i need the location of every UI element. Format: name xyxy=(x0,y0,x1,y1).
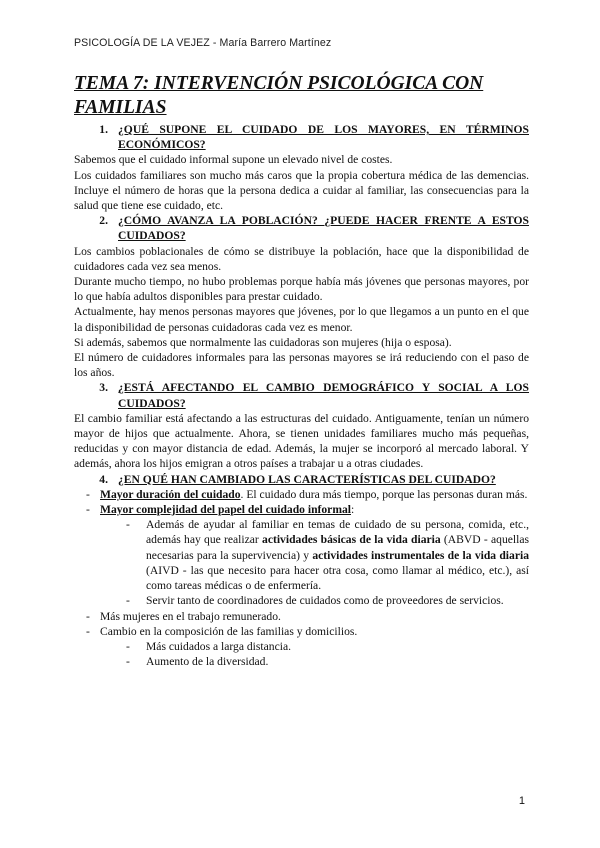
list-item-text: Servir tanto de coordinadores de cuidados como de proveedores de servicios. xyxy=(146,594,504,608)
section-heading-1 xyxy=(74,122,529,152)
sub-list-item xyxy=(122,639,529,654)
section-title: ¿CÓMO AVANZA LA POBLACIÓN? ¿PUEDE HACER FRENTE A ESTOS CUIDADOS? xyxy=(118,214,529,243)
section-heading-3 xyxy=(74,380,529,410)
document-body xyxy=(74,122,529,669)
paragraph: Actualmente, hay menos personas mayores que jóvenes, por lo que llegamos a un punto en el que la disponibilidad de personas cuidadoras cada vez es menor. xyxy=(74,305,529,334)
list-dash: - xyxy=(86,503,90,517)
page-number: 1 xyxy=(518,795,525,807)
list-item-text: (ABVD - aquellas necesarias para la supervivencia) y xyxy=(146,533,529,562)
paragraph: El cambio familiar está afectando a las estructuras del cuidado. Antiguamente, tenían un número mayor de hijos que actualmente. Ahora, se tienen unidades familiares mucho más pequeñas, reducidas y con mayor distancia de edad. Además, la mujer se incorporó al mercado laboral. Y además, ahora los hijos emigran a otros países a trabajar u a otras ciudades. xyxy=(74,411,529,471)
paragraph: Sabemos que el cuidado informal supone un elevado nivel de costes. xyxy=(74,153,393,167)
list-dash: - xyxy=(86,609,90,623)
paragraph: Los cambios poblacionales de cómo se distribuye la población, hace que la disponibilidad de cuidadores cada vez sea menos. xyxy=(74,244,529,273)
list-item-emphasis: actividades básicas de la vida diaria xyxy=(262,533,441,547)
list-item-emphasis: Mayor duración del cuidado xyxy=(100,487,241,501)
sub-list-item xyxy=(122,593,529,608)
list-item-text: Además de ayudar al familiar en temas de cuidado de su persona, comida, etc., además hay que realizar xyxy=(146,518,529,547)
list-item xyxy=(74,502,529,517)
section-title: ¿QUÉ SUPONE EL CUIDADO DE LOS MAYORES, EN TÉRMINOS ECONÓMICOS? xyxy=(118,123,529,152)
paragraph: El número de cuidadores informales para las personas mayores se irá reduciendo con el paso de los años. xyxy=(74,351,529,380)
list-dash: - xyxy=(126,655,130,669)
list-item xyxy=(74,624,529,639)
sub-list-item xyxy=(122,654,529,669)
list-item-text: : xyxy=(351,503,355,517)
list-dash: - xyxy=(126,639,130,653)
section-title: ¿EN QUÉ HAN CAMBIADO LAS CARACTERÍSTICAS DEL CUIDADO? xyxy=(118,472,496,486)
list-dash: - xyxy=(86,624,90,638)
section-number: 2. xyxy=(99,214,108,228)
list-item-text: Más mujeres en el trabajo remunerado. xyxy=(100,609,281,623)
list-item-text: Más cuidados a larga distancia. xyxy=(146,639,291,653)
list-item-text: . El cuidado dura más tiempo, porque las personas duran más. xyxy=(240,487,528,501)
paragraph: Durante mucho tiempo, no hubo problemas porque había más jóvenes que personas mayores, por lo que había adultos disponibles para prestar cuidado. xyxy=(74,275,529,304)
list-item-emphasis: actividades instrumentales de la vida diaria xyxy=(312,548,529,562)
list-item-emphasis: Mayor complejidad del papel del cuidado informal xyxy=(100,503,351,517)
list-item-text: Aumento de la diversidad. xyxy=(146,655,269,669)
list-item-text: (AIVD - las que necesito para hacer otra cosa, como llamar al médico, etc.), así como tareas médicas o de enfermería. xyxy=(146,563,529,593)
section-heading-2 xyxy=(74,213,529,243)
section-number: 4. xyxy=(99,472,108,486)
section-title: ¿ESTÁ AFECTANDO EL CAMBIO DEMOGRÁFICO Y SOCIAL A LOS CUIDADOS? xyxy=(118,381,529,410)
paragraph: Si además, sabemos que normalmente las cuidadoras son mujeres (hija o esposa). xyxy=(74,335,452,349)
page-header: PSICOLOGÍA DE LA VEJEZ - María Barrero Martínez xyxy=(74,37,332,49)
page-title: TEMA 7: INTERVENCIÓN PSICOLÓGICA CON FAMILIAS xyxy=(74,73,484,118)
section-heading-4 xyxy=(74,472,529,487)
list-item-text: Cambio en la composición de las familias y domicilios. xyxy=(100,624,358,638)
sub-list-item xyxy=(122,517,529,593)
section-number: 3. xyxy=(99,381,108,395)
list-dash: - xyxy=(126,518,130,532)
list-dash: - xyxy=(86,487,90,501)
list-dash: - xyxy=(126,594,130,608)
section-number: 1. xyxy=(99,123,108,136)
list-item xyxy=(74,487,529,502)
list-item xyxy=(74,609,529,624)
paragraph: Los cuidados familiares son mucho más caros que la propia cobertura médica de las demencias. Incluye el número de horas que la persona dedica a cuidar al familiar, las consecuencias para la salud que tiene ese cuidado, etc. xyxy=(74,168,529,213)
